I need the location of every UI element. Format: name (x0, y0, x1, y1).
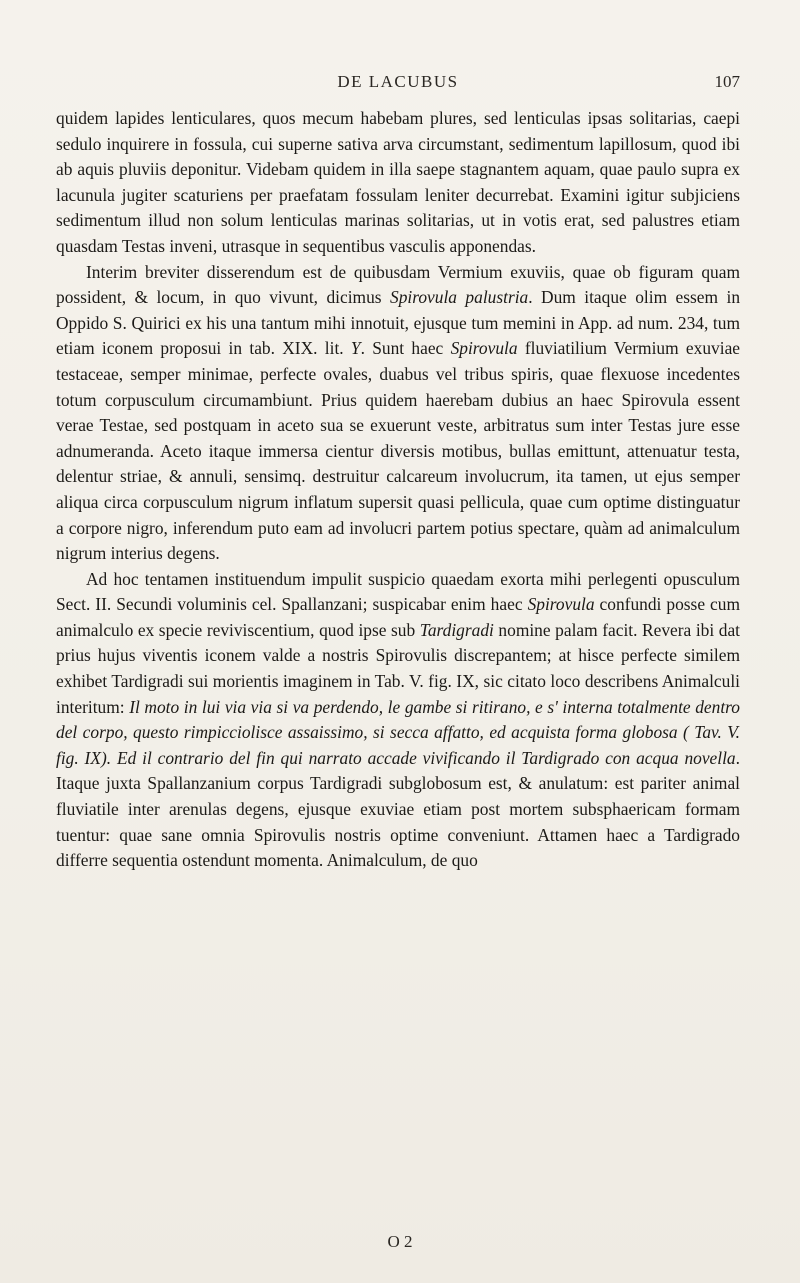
text-segment: fluviatilium Vermium exuviae testaceae, semper minimae, perfecte ovales, duabus vel tribus spiris, quae flexuose incedentes totum corpusculum circumambiunt. Prius quidem haerebam dubius an haec Spirovula essent verae Testae, sed postquam in aceto sua se exuerunt veste, arbitratus sum inter Testas jure esse adnumeranda. Aceto itaque immersa cientur diversis motibus, bullas emittunt, attenuatur testa, delentur striae, & annuli, sensimq. destruitur calcareum involucrum, ita tamen, ut ejus semper aliqua circa corpusculum nigrum inflatum supersit quasi pellicula, quae cum optime distinguatur a corpore nigro, inferendum puto eam ad involucri partem potius spectare, quàm ad animalculum nigrum interius degens. (56, 338, 741, 564)
running-head: DE LACUBUS (337, 72, 459, 91)
text-segment: confundi posse cum animalculo ex specie reviviscentium, quod ipse sub (56, 594, 740, 640)
text-segment: quidem lapides lenticulares, quos mecum habebam plures, sed lenticulas ipsas solitarias, caepi sedulo inquirere in fossula, cui superne sativa arva circumstant, sedimentum lapillosum, quod ibi ab aquis pluviis deponitur. Videbam quidem in illa saepe stagnantem aquam, quae paulo supra ex lacunula jugiter scaturiens per praefatam fossulam leniter decurrebat. Examini igitur subjiciens sedimentum illud non solum lenticulas marinas solitarias, ut in votis erat, sed palustres etiam quasdam Testas inveni, utrasque in sequentibus vasculis apponendas. (56, 108, 740, 256)
page-number: 107 (714, 72, 740, 91)
text-segment: Interim breviter disserendum est de quibusdam Vermium exuviis, quae ob figuram quam possident, & locum, in quo vivunt, dicimus (56, 261, 740, 308)
italic-text: Spirovula (450, 338, 518, 359)
signature-mark: O 2 (387, 1232, 413, 1251)
body-text (56, 106, 740, 874)
page-header (56, 70, 740, 100)
paragraph (56, 106, 740, 260)
text-segment: nomine palam facit. Revera ibi dat prius hujus viventis iconem valde a nostris Spirovulis discrepantem; at hisce perfecte similem exhibet Tardigradi sui morientis imaginem in Tab. V. fig. IX, sic citato loco describens Animalculi interitum: (56, 619, 740, 717)
italic-text: Il moto in lui via via si va perdendo, le gambe si ritirano, e s' interna totalmente dentro del corpo, questo rimpiccioliscе assaissimo, si secca affatto, ed acquista forma globosa ( Tav. V. fig. IX). Ed il contrario del fin qui narrato accade vivificando il Tardigrado con acqua novella (56, 696, 740, 768)
paragraph (56, 567, 740, 874)
text-segment: . Dum itaque olim essem in Oppido S. Quirici ex his una tantum mihi innotuit, ejusque tum memini in App. ad num. 234, tum etiam iconem proposui in tab. XIX. lit. (56, 287, 741, 359)
italic-text: Spirovula palustria (390, 287, 529, 308)
italic-text: Tardigradi (419, 619, 494, 640)
paragraph (56, 260, 740, 567)
text-segment: . Itaque juxta Spallanzanium corpus Tardigradi subglobosum est, & anulatum: est pariter animal fluviatile inter arenulas degens, ejusque exuviae etiam post mortem subsphaericam formam tuentur: quae sane omnia Spirovulis nostris optime conveniunt. Attamen haec a Tardigrado differre sequentia ostendunt momenta. Animalculum, de quo (56, 747, 740, 871)
text-segment: Ad hoc tentamen instituendum impulit suspicio quaedam exorta mihi perlegenti opusculum Sect. II. Secundi voluminis cel. Spallanzani; suspicabar enim haec (56, 568, 740, 615)
text-segment: . Sunt haec (360, 338, 451, 359)
italic-text: Spirovula (527, 594, 595, 615)
italic-text: Y (350, 338, 361, 359)
